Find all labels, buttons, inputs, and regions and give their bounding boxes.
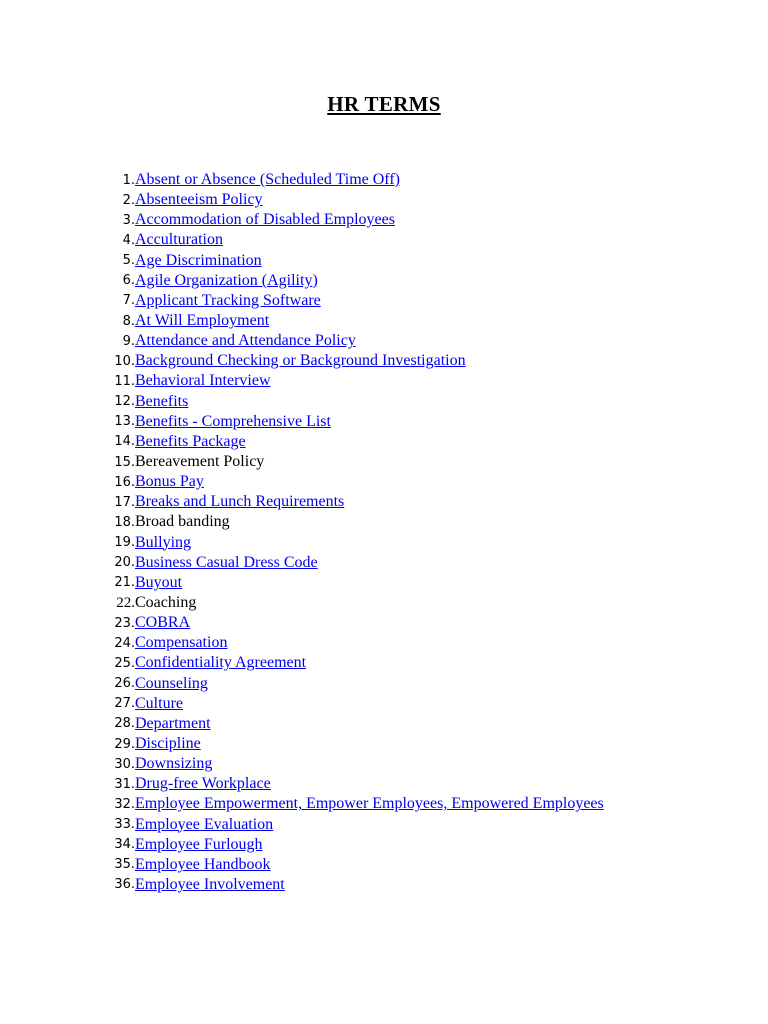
list-item-number: 10.	[114, 353, 135, 369]
list-item-number: 24.	[114, 635, 135, 651]
list-item	[106, 291, 604, 311]
list-item	[106, 392, 604, 412]
list-item-number: 30.	[114, 756, 135, 772]
term-link[interactable]: Age Discrimination	[135, 251, 262, 269]
list-item-number: 18.	[114, 514, 135, 530]
page-title: HR TERMS	[327, 92, 441, 116]
list-item-number: 21.	[114, 575, 135, 591]
list-item-number: 36.	[114, 877, 135, 893]
term-link[interactable]: Culture	[135, 694, 183, 712]
list-item-number: 33.	[114, 817, 135, 833]
list-item	[106, 230, 604, 250]
list-item	[106, 331, 604, 351]
list-item-number: 6.	[122, 273, 135, 289]
list-item	[106, 533, 604, 553]
list-item-number: 29.	[114, 736, 135, 752]
list-item-number: 15.	[114, 454, 135, 470]
term-text: Broad banding	[135, 513, 230, 531]
list-item	[106, 512, 604, 532]
list-item	[106, 251, 604, 271]
term-link[interactable]: Counseling	[135, 674, 208, 692]
list-item-number: 19.	[114, 535, 135, 551]
term-link[interactable]: Benefits - Comprehensive List	[135, 412, 331, 430]
list-item-number: 9.	[122, 333, 135, 349]
list-item	[106, 855, 604, 875]
term-link[interactable]: Applicant Tracking Software	[135, 291, 321, 309]
term-link[interactable]: Benefits Package	[135, 432, 246, 450]
term-link[interactable]: Background Checking or Background Investigation	[135, 352, 466, 370]
term-link[interactable]: Accommodation of Disabled Employees	[135, 211, 395, 229]
list-item-number: 31.	[114, 776, 135, 792]
term-link[interactable]: Bullying	[135, 533, 192, 551]
term-link[interactable]: COBRA	[135, 614, 191, 632]
list-item-number: 12.	[114, 394, 135, 410]
list-item	[106, 271, 604, 291]
term-link[interactable]: Employee Handbook	[135, 855, 271, 873]
list-item	[106, 815, 604, 835]
list-item-number: 11.	[114, 373, 135, 389]
list-item	[106, 835, 604, 855]
term-link[interactable]: Absent or Absence (Scheduled Time Off)	[135, 171, 400, 189]
term-link[interactable]: Behavioral Interview	[135, 372, 271, 390]
list-item	[106, 794, 604, 814]
term-link[interactable]: Employee Furlough	[135, 835, 263, 853]
term-link[interactable]: Employee Involvement	[135, 875, 285, 893]
term-link[interactable]: Confidentiality Agreement	[135, 654, 307, 672]
list-item-number: 32.	[114, 796, 135, 812]
list-item	[106, 492, 604, 512]
list-item	[106, 432, 604, 452]
term-link[interactable]: At Will Employment	[135, 312, 270, 330]
term-text: Coaching	[135, 594, 197, 612]
term-text: Bereavement Policy	[135, 453, 265, 471]
term-link[interactable]: Employee Empowerment, Empower Employees, Empowered Employees	[135, 795, 604, 813]
list-item-number: 16.	[114, 474, 135, 490]
term-link[interactable]: Drug-free Workplace	[135, 775, 271, 793]
list-item	[106, 593, 604, 613]
term-link[interactable]: Compensation	[135, 634, 228, 652]
list-item	[106, 674, 604, 694]
list-item-number: 20.	[114, 555, 135, 571]
term-link[interactable]: Benefits	[135, 392, 189, 410]
term-link[interactable]: Downsizing	[135, 755, 213, 773]
term-link[interactable]: Breaks and Lunch Requirements	[135, 493, 345, 511]
list-item-number: 14.	[114, 434, 135, 450]
list-item	[106, 553, 604, 573]
list-item	[106, 170, 604, 190]
term-link[interactable]: Discipline	[135, 735, 201, 752]
list-item-number: 28.	[114, 716, 135, 732]
list-item	[106, 734, 604, 754]
list-item	[106, 653, 604, 673]
term-link[interactable]: Employee Evaluation	[135, 815, 274, 833]
term-link[interactable]: Agile Organization (Agility)	[135, 271, 318, 289]
list-item	[106, 311, 604, 331]
list-item	[106, 351, 604, 371]
list-item	[106, 875, 604, 895]
list-item	[106, 412, 604, 432]
term-link[interactable]: Department	[135, 714, 211, 732]
term-link[interactable]: Absenteeism Policy	[135, 191, 263, 209]
list-item	[106, 774, 604, 794]
list-item-number: 27.	[114, 696, 135, 712]
list-item-number: 34.	[114, 837, 135, 853]
term-link[interactable]: Attendance and Attendance Policy	[135, 332, 356, 350]
list-item	[106, 754, 604, 774]
list-item-number: 4.	[122, 232, 135, 248]
list-item	[106, 573, 604, 593]
list-item	[106, 694, 604, 714]
list-item	[106, 472, 604, 492]
list-item-number: 1.	[122, 172, 135, 188]
list-item-number: 22.	[116, 594, 135, 611]
list-item-number: 23.	[114, 615, 135, 631]
term-link[interactable]: Business Casual Dress Code	[135, 553, 318, 571]
term-link[interactable]: Buyout	[135, 573, 183, 591]
list-item-number: 13.	[114, 414, 135, 430]
list-item-number: 26.	[114, 676, 135, 692]
list-item	[106, 452, 604, 472]
list-item-number: 5.	[122, 253, 135, 269]
list-item	[106, 714, 604, 734]
list-item-number: 8.	[122, 313, 135, 329]
list-item	[106, 633, 604, 653]
list-item	[106, 210, 604, 230]
term-link[interactable]: Acculturation	[135, 231, 223, 249]
list-item	[106, 190, 604, 210]
term-link[interactable]: Bonus Pay	[135, 473, 204, 491]
list-item-number: 25.	[114, 655, 135, 671]
list-item-number: 35.	[114, 857, 135, 873]
list-item-number: 3.	[122, 212, 135, 228]
hr-terms-list	[106, 170, 604, 895]
list-item-number: 2.	[122, 192, 135, 208]
list-item	[106, 613, 604, 633]
list-item-number: 17.	[114, 494, 135, 510]
list-item	[106, 371, 604, 391]
list-item-number: 7.	[122, 293, 135, 309]
